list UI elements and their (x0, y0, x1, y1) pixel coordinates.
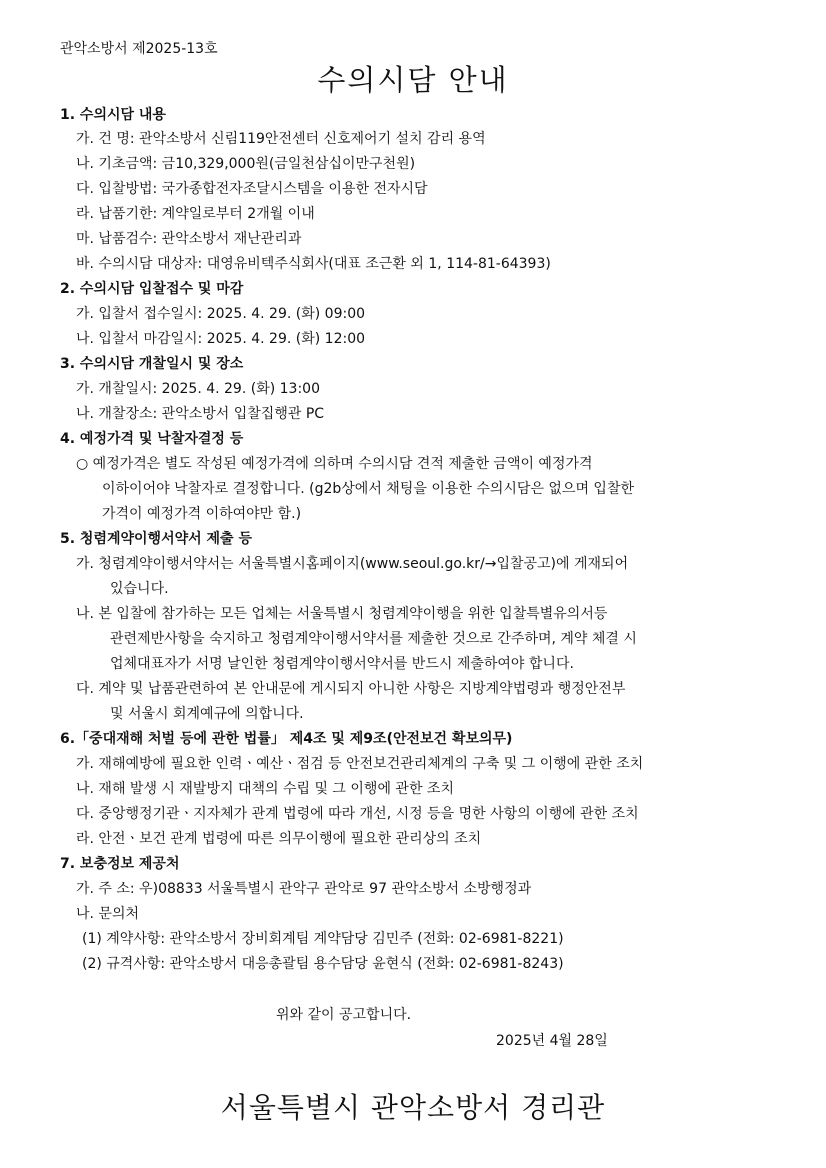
notice-line: (1) 계약사항: 관악소방서 장비회계팀 계약담당 김민주 (전화: 02-6981-8221) (82, 931, 564, 947)
notice-line: 2025년 4월 28일 (496, 1033, 608, 1049)
document-number: 관악소방서 제2025-13호 (60, 41, 218, 57)
notice-line: 가격이 예정가격 이하여야만 함.) (102, 506, 302, 522)
section-heading: 7. 보충정보 제공처 (60, 856, 180, 872)
notice-line: 있습니다. (110, 581, 169, 597)
notice-line: 나. 개찰장소: 관악소방서 입찰집행관 PC (76, 406, 325, 422)
notice-line: 다. 중앙행정기관ㆍ지자체가 관계 법령에 따라 개선, 시정 등을 명한 사항의 이행에 관한 조치 (76, 806, 639, 822)
notice-line: 나. 문의처 (76, 906, 139, 922)
notice-line: 나. 기초금액: 금10,329,000원(금일천삼십이만구천원) (76, 156, 416, 172)
notice-line: 다. 입찰방법: 국가종합전자조달시스템을 이용한 전자시담 (76, 181, 428, 197)
notice-line: 가. 주 소: 우)08833 서울특별시 관악구 관악로 97 관악소방서 소방행정과 (76, 881, 532, 897)
notice-line: 가. 건 명: 관악소방서 신림119안전센터 신호제어기 설치 감리 용역 (76, 131, 486, 147)
notice-line: 이하이어야 낙찰자로 결정합니다. (g2b상에서 채팅을 이용한 수의시담은 없으며 입찰한 (102, 481, 635, 497)
section-heading: 3. 수의시담 개찰일시 및 장소 (60, 356, 244, 372)
notice-line: 마. 납품검수: 관악소방서 재난관리과 (76, 231, 302, 247)
notice-line: 가. 재해예방에 필요한 인력ㆍ예산ㆍ점검 등 안전보건관리체계의 구축 및 그 이행에 관한 조치 (76, 756, 644, 772)
section-heading: 1. 수의시담 내용 (60, 107, 166, 123)
notice-line: 가. 입찰서 접수일시: 2025. 4. 29. (화) 09:00 (76, 306, 366, 322)
notice-line: ○ 예정가격은 별도 작성된 예정가격에 의하며 수의시담 견적 제출한 금액이 예정가격 (76, 456, 593, 472)
notice-line: 다. 계약 및 납품관련하여 본 안내문에 게시되지 아니한 사항은 지방계약법령과 행정안전부 (76, 681, 626, 697)
notice-line: 나. 입찰서 마감일시: 2025. 4. 29. (화) 12:00 (76, 331, 366, 347)
notice-line: 가. 청렴계약이행서약서는 서울특별시홈페이지(www.seoul.go.kr/→입찰공고)에 게재되어 (76, 556, 629, 572)
notice-line: 가. 개찰일시: 2025. 4. 29. (화) 13:00 (76, 381, 320, 397)
notice-line: 바. 수의시담 대상자: 대영유비텍주식회사(대표 조근환 외 1, 114-81-64393) (76, 256, 551, 272)
notice-line: 업체대표자가 서명 날인한 청렴계약이행서약서를 반드시 제출하여야 합니다. (110, 656, 574, 672)
notice-line: 라. 안전ㆍ보건 관계 법령에 따른 의무이행에 필요한 관리상의 조치 (76, 831, 482, 847)
issuer-signature: 서울특별시 관악소방서 경리관 (220, 1091, 606, 1124)
section-heading: 5. 청렴계약이행서약서 제출 등 (60, 531, 252, 547)
section-heading: 4. 예정가격 및 낙찰자결정 등 (60, 431, 244, 447)
notice-line: 및 서울시 회계예규에 의합니다. (110, 706, 304, 722)
notice-line: 라. 납품기한: 계약일로부터 2개월 이내 (76, 206, 315, 222)
section-heading: 6.「중대재해 처벌 등에 관한 법률」 제4조 및 제9조(안전보건 확보의무) (60, 731, 513, 747)
notice-line: 나. 본 입찰에 참가하는 모든 업체는 서울특별시 청렴계약이행을 위한 입찰특별유의서등 (76, 606, 608, 622)
section-heading: 2. 수의시담 입찰접수 및 마감 (60, 281, 244, 297)
notice-line: 나. 재해 발생 시 재발방지 대책의 수립 및 그 이행에 관한 조치 (76, 781, 454, 797)
notice-line: (2) 규격사항: 관악소방서 대응총괄팀 용수담당 윤현식 (전화: 02-6981-8243) (82, 956, 564, 972)
notice-line: 관련제반사항을 숙지하고 청렴계약이행서약서를 제출한 것으로 간주하며, 계약 체결 시 (110, 631, 637, 647)
notice-line: 위와 같이 공고합니다. (276, 1007, 412, 1023)
page-title: 수의시담 안내 (317, 63, 509, 97)
